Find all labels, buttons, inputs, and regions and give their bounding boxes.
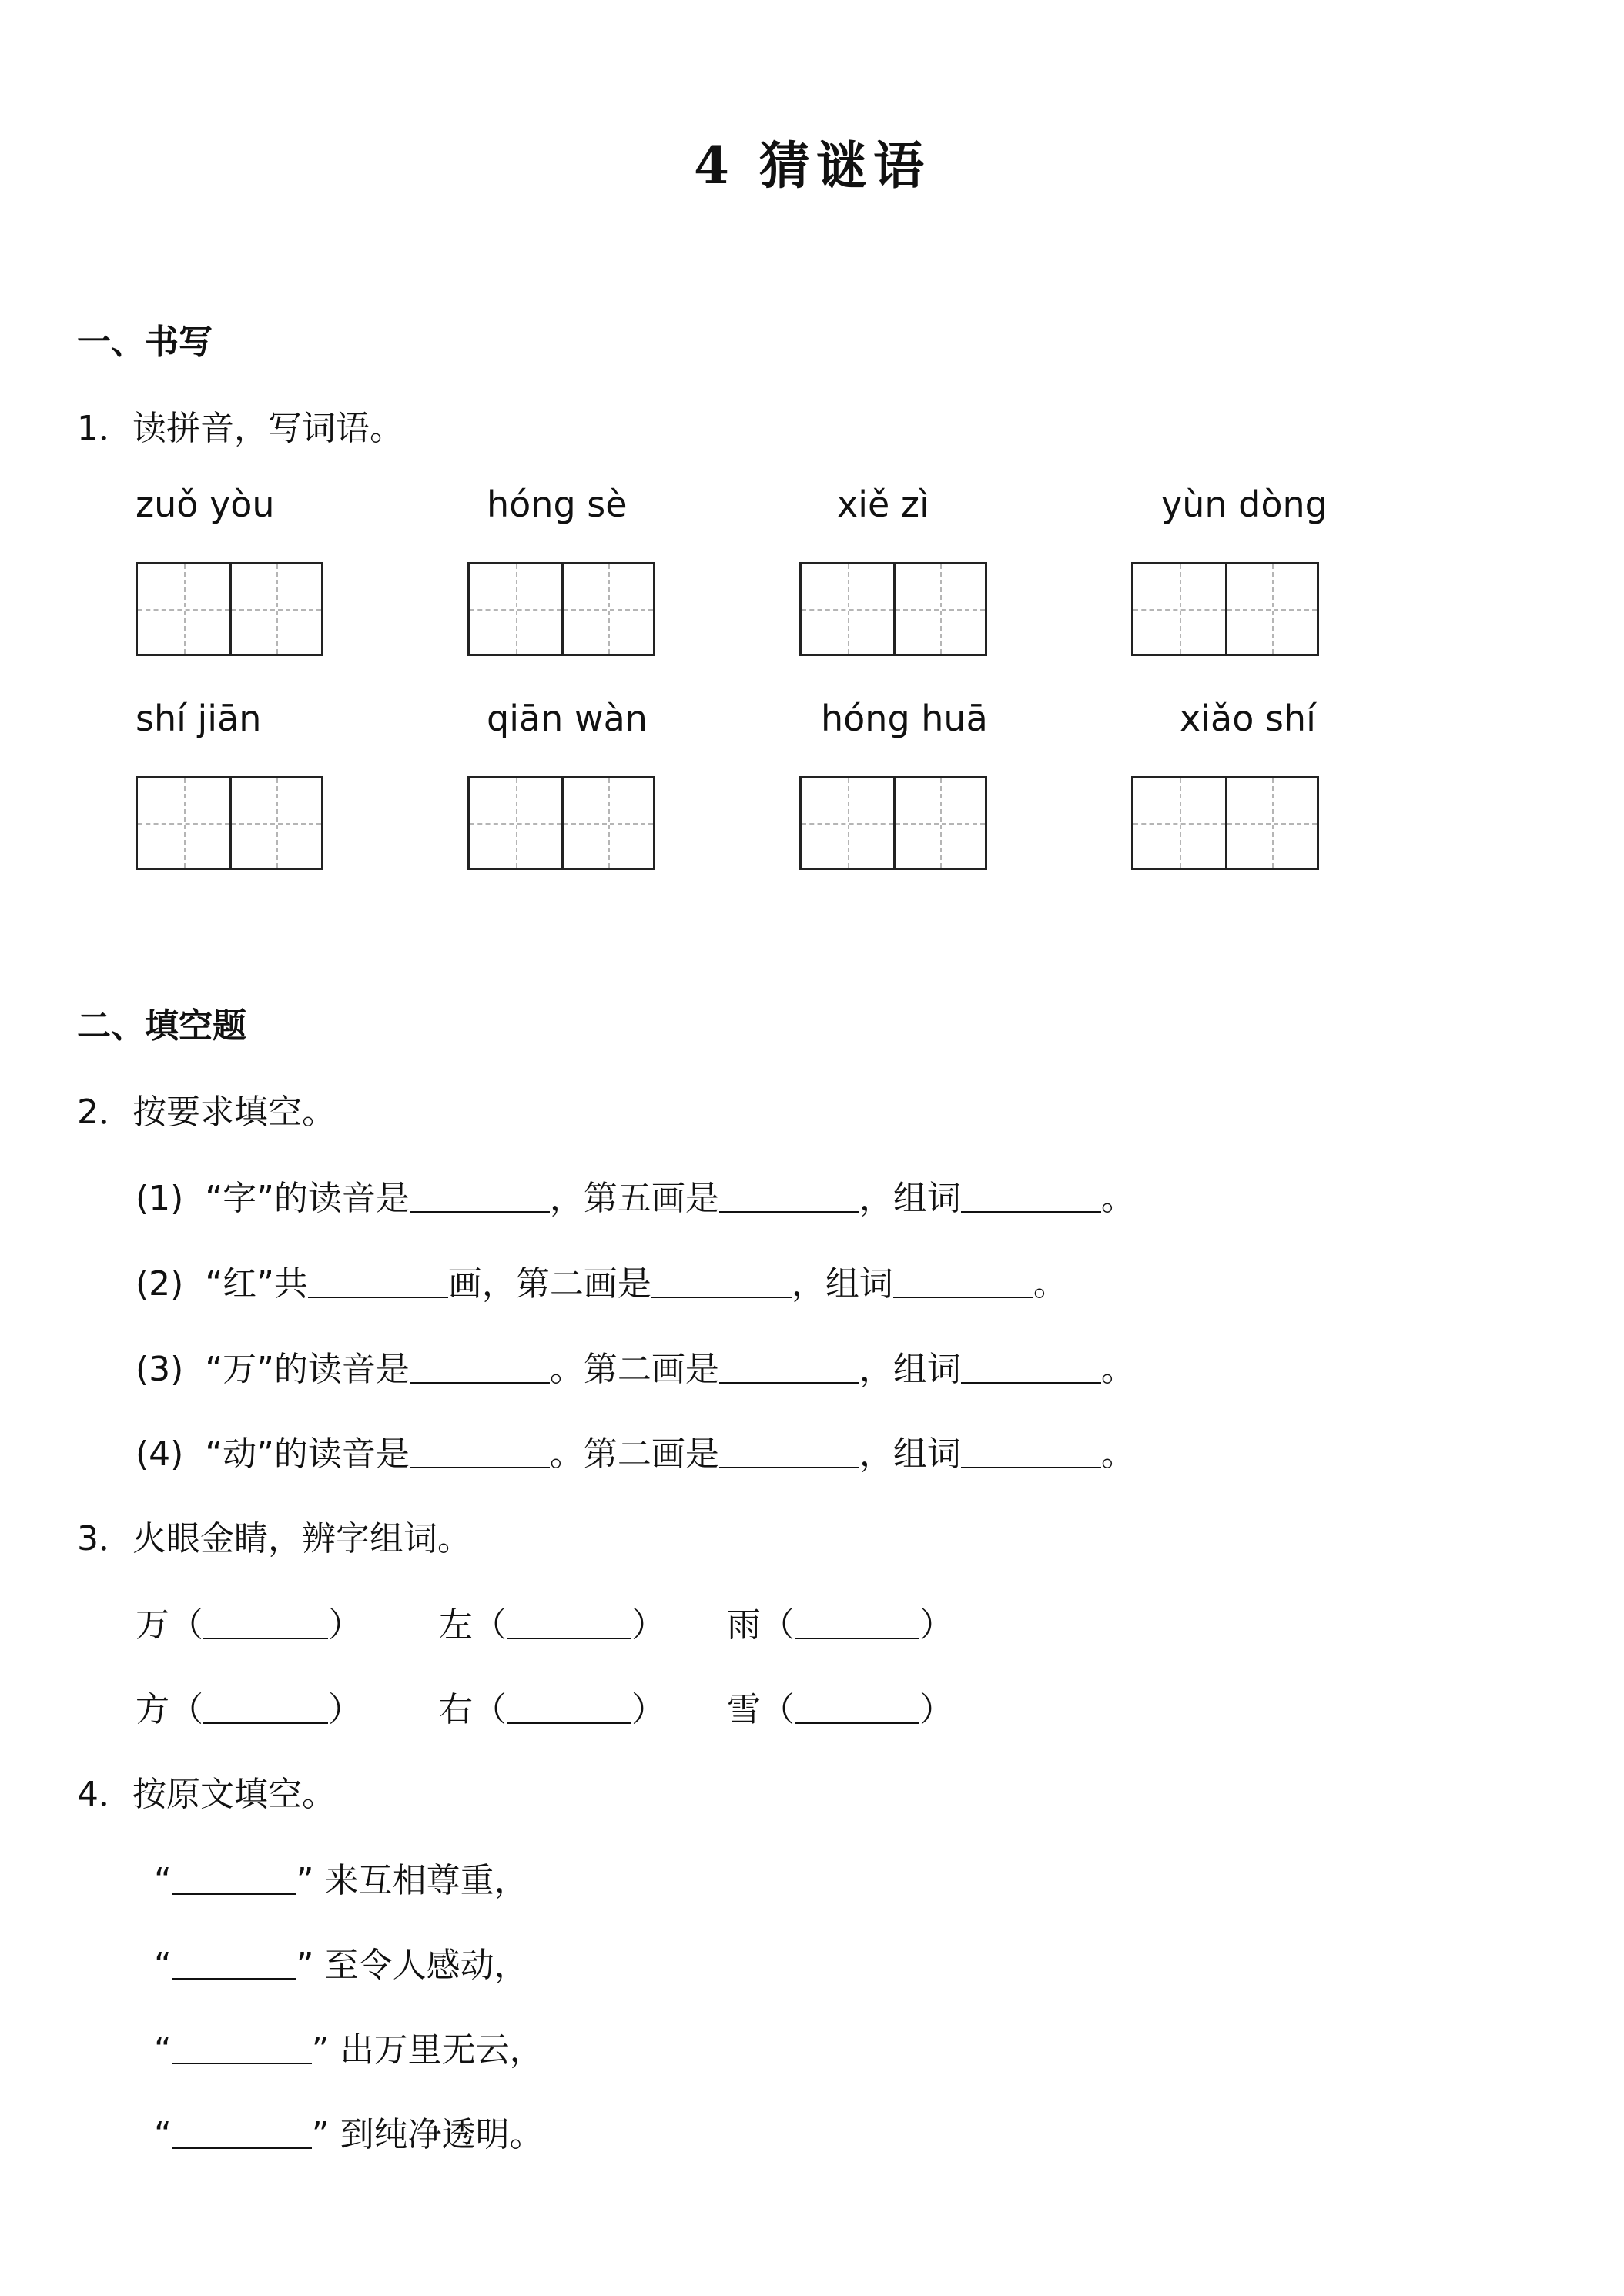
question-3-label: 3．火眼金睛，辨字组词。 [77,1519,471,1558]
char-pair-item: 万（ ） [136,1597,362,1646]
answer-blank[interactable] [719,1348,859,1384]
writing-grid[interactable] [1131,776,1319,870]
pinyin-label: xiě zì [837,484,929,525]
pinyin-label: hóng sè [487,484,628,525]
verse-line: “ ” 来互相尊重， [154,1853,528,1902]
char-pair-item: 雪（ ） [727,1682,953,1731]
fill-item: (1) “字”的读音是 ，第五画是 ，组词 。 [136,1170,1135,1220]
question-2-label: 2．按要求填空。 [77,1093,336,1132]
writing-grid[interactable] [799,562,987,656]
pinyin-label: yùn dòng [1161,484,1328,525]
fill-item: (4) “动”的读音是 。第二画是 ，组词 。 [136,1426,1135,1475]
pinyin-label: shí jiān [136,698,262,739]
fill-item: (2) “红”共 画，第二画是 ，组词 。 [136,1256,1067,1305]
question-4-label: 4．按原文填空。 [77,1775,336,1814]
answer-blank[interactable] [893,1263,1033,1298]
answer-blank[interactable] [507,1604,631,1639]
fill-item: (3) “万”的读音是 。第二画是 ，组词 。 [136,1341,1135,1391]
answer-blank[interactable] [651,1263,792,1298]
answer-blank[interactable] [961,1177,1101,1213]
writing-grid[interactable] [467,776,655,870]
answer-blank[interactable] [172,2029,312,2064]
char-pair-item: 右（ ） [439,1682,665,1731]
answer-blank[interactable] [308,1263,448,1298]
pinyin-label: qiān wàn [487,698,648,739]
pinyin-label: hóng huā [821,698,988,739]
answer-blank[interactable] [795,1689,919,1724]
section-heading-writing: 一、书写 [77,323,213,362]
verse-line: “ ” 出万里无云， [154,2022,544,2071]
answer-blank[interactable] [410,1348,550,1384]
answer-blank[interactable] [795,1604,919,1639]
answer-blank[interactable] [961,1348,1101,1384]
answer-blank[interactable] [410,1433,550,1468]
verse-line: “ ” 到纯净透明。 [154,2107,544,2156]
char-pair-item: 左（ ） [439,1597,665,1646]
question-1-label: 1．读拼音，写词语。 [77,409,403,448]
verse-line: “ ” 至令人感动， [154,1937,528,1986]
answer-blank[interactable] [719,1177,859,1213]
writing-grid[interactable] [467,562,655,656]
answer-blank[interactable] [507,1689,631,1724]
answer-blank[interactable] [410,1177,550,1213]
writing-grid[interactable] [136,776,323,870]
answer-blank[interactable] [172,2114,312,2149]
writing-grid[interactable] [136,562,323,656]
answer-blank[interactable] [719,1433,859,1468]
page-title: 4 猜谜语 [694,136,930,196]
answer-blank[interactable] [203,1689,328,1724]
pinyin-label: zuǒ yòu [136,484,275,525]
answer-blank[interactable] [172,1944,296,1980]
answer-blank[interactable] [961,1433,1101,1468]
char-pair-item: 方（ ） [136,1682,362,1731]
writing-grid[interactable] [1131,562,1319,656]
writing-grid[interactable] [799,776,987,870]
answer-blank[interactable] [172,1859,296,1895]
pinyin-label: xiǎo shí [1180,698,1316,739]
answer-blank[interactable] [203,1604,328,1639]
char-pair-item: 雨（ ） [727,1597,953,1646]
section-heading-fill-blank: 二、填空题 [77,1006,246,1046]
